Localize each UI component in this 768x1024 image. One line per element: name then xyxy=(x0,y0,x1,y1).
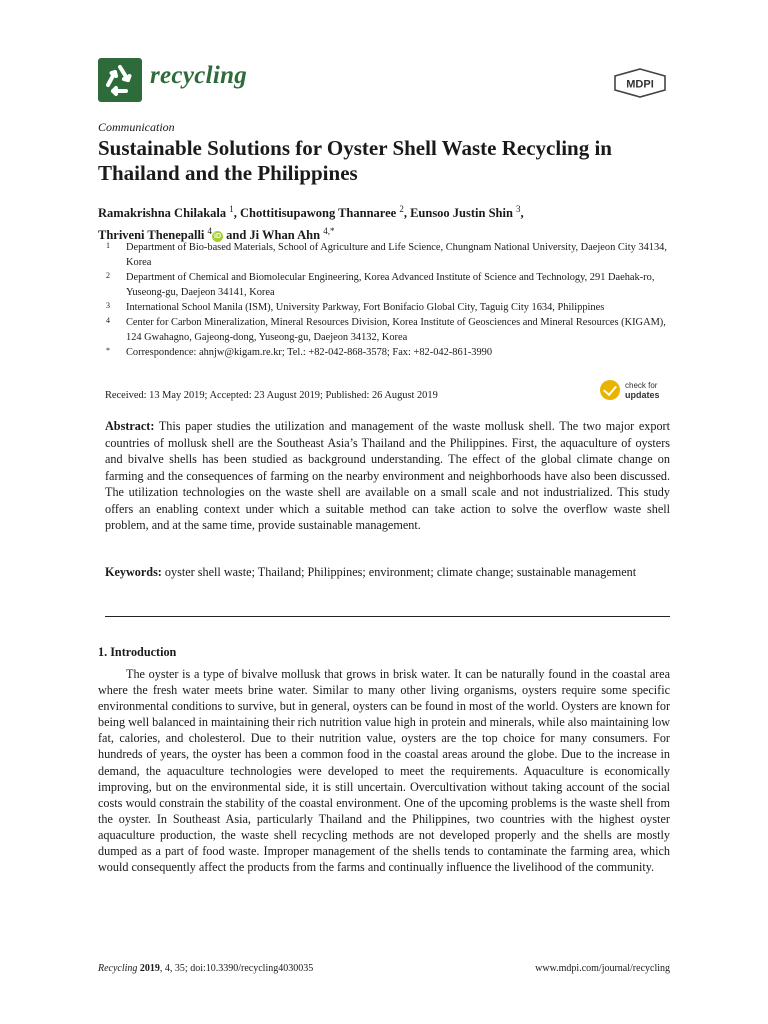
affiliation-text: Center for Carbon Mineralization, Mineral Resources Division, Korea Institute of Geosciences and Mineral Resources (KIGAM), 124 Gwahagno, Gajeong-dong, Yuseong-gu, Daejeon 34132, Korea xyxy=(126,317,666,343)
affiliation-text: International School Manila (ISM), University Parkway, Fort Bonifacio Global City, Taguig City 1634, Philippines xyxy=(126,302,605,313)
check-updates-line1: check for xyxy=(625,381,658,390)
correspondence-text: Correspondence: ahnjw@kigam.re.kr; Tel.: +82-042-868-3578; Fax: +82-042-861-3990 xyxy=(126,347,493,358)
author-name: Eunsoo Justin Shin xyxy=(410,206,513,221)
affiliation-mark: 4 xyxy=(106,316,110,325)
keywords-text: oyster shell waste; Thailand; Philippines; environment; climate change; sustainable management xyxy=(164,565,637,579)
orcid-icon[interactable]: iD xyxy=(214,233,222,241)
correspondence-item xyxy=(98,345,678,360)
author-affiliation-mark: 1 xyxy=(229,204,234,214)
affiliation-item xyxy=(98,240,678,270)
publication-dates: Received: 13 May 2019; Accepted: 23 August 2019; Published: 26 August 2019 xyxy=(105,390,438,401)
affiliation-list xyxy=(98,240,678,360)
keywords-label: Keywords: xyxy=(105,565,162,579)
recycling-logo-icon xyxy=(98,58,142,102)
affiliation-text: Department of Bio-based Materials, School of Agriculture and Life Science, Chungnam National University, Daejeon City 34134, Korea xyxy=(126,242,667,268)
keywords xyxy=(105,564,670,581)
journal-name: recycling xyxy=(150,62,248,89)
affiliation-item xyxy=(98,315,678,345)
affiliation-item xyxy=(98,270,678,300)
check-for-updates-badge[interactable] xyxy=(600,378,670,406)
footer-journal-url[interactable]: www.mdpi.com/journal/recycling xyxy=(535,963,670,974)
author-affiliation-mark: 3 xyxy=(516,204,521,214)
abstract-label: Abstract: xyxy=(105,419,155,433)
footer-year: 2019 xyxy=(139,963,160,974)
publisher-name: MDPI xyxy=(626,78,654,91)
affiliation-text: Department of Chemical and Biomolecular Engineering, Korea Advanced Institute of Science and Technology, 291 Daehak-ro, Yuseong-gu, Daejeon 34141, Korea xyxy=(126,272,655,298)
author-name: Thriveni Thenepalli xyxy=(98,228,205,243)
check-updates-line2: updates xyxy=(625,390,660,400)
article-type: Communication xyxy=(98,120,175,134)
author-name: Ramakrishna Chilakala xyxy=(98,206,227,221)
affiliation-mark: 3 xyxy=(106,301,110,310)
author-name: Ji Whan Ahn xyxy=(249,228,321,243)
mdpi-logo-icon xyxy=(612,68,668,98)
introduction-paragraph: The oyster is a type of bivalve mollusk that grows in brisk water. It can be naturally found in the coastal area where the fresh water meets brine water. Similar to many other living organisms, oysters require some specific environmental conditions to survive, but in general, oysters can be found in most of the world. Oysters are known for being well balanced in maintaining their rich nutrition value high in protein and minerals, while also maintaining low fat, calories, and cholesterol. Due to their nutrition value, oysters are the top choice for many consumers. For hundreds of years, the oyster has been a common food in the coastal areas around the globe. Due to the increase in demand, the aquaculture technologies were developed to meet the requirements. Aquaculture is economically improving, but on the environmental side, it is still uncertain. Overcultivation without taking account of the social costs would constrain the stability of the coastal environment. One of the upcoming problems is the waste shell from the oyster. In Southeast Asia, particularly Thailand and the Philippines, two countries with the highest oyster aquaculture production, the waste shell recycling methods are not developed properly and the shells are mostly dumped as a part of food waste. Improper management of the shells tends to contaminate the farming area, which would consequently affect the products from the farms and continually influence the livelihood of the community. xyxy=(98,667,671,875)
check-mark-icon xyxy=(600,380,620,400)
author-list: Ramakrishna Chilakala $^1$, Chottitisupawong Thannaree $^2$, Eunsoo Justin Shin $^3$, Thriveni Thenepalli $^4$iD and Ji Whan Ahn $^{4,*}$ xyxy=(98,204,524,243)
article-title: Sustainable Solutions for Oyster Shell Waste Recycling in Thailand and the Philippines xyxy=(98,136,612,185)
author-name: Chottitisupawong Thannaree xyxy=(240,206,397,221)
section-divider xyxy=(105,616,670,617)
author-affiliation-mark: 4 xyxy=(207,226,213,237)
author-affiliation-mark: 2 xyxy=(399,204,404,214)
affiliation-mark: 1 xyxy=(106,241,110,250)
section-heading-introduction: 1. Introduction xyxy=(98,645,177,659)
abstract-text: This paper studies the utilization and management of the waste mollusk shell. The two major export countries of mollusk shell are the Southeast Asia’s Thailand and the Philippines. First, the aquaculture of oysters and bivalve shells has been studied as background understanding. The effect of the global climate change on farming and the consequences of farming on the nearby environment and neighborhoods have also been discussed. The utilization technologies on the waste shell are available on a small scale and not industrialized. This study offers an enabling context under which a suitable method can take action to solve the overflow waste shell problem, and at the same time, provide sustainable management. xyxy=(105,419,670,532)
footer-citation xyxy=(98,963,313,974)
affiliation-mark: * xyxy=(106,346,110,355)
affiliation-mark: 2 xyxy=(106,271,110,280)
author-affiliation-mark: 4,* xyxy=(323,226,335,237)
footer-journal: Recycling xyxy=(98,963,138,974)
affiliation-item xyxy=(98,300,678,315)
abstract xyxy=(105,418,670,534)
footer-doi: , 4, 35; doi:10.3390/recycling4030035 xyxy=(159,963,314,974)
